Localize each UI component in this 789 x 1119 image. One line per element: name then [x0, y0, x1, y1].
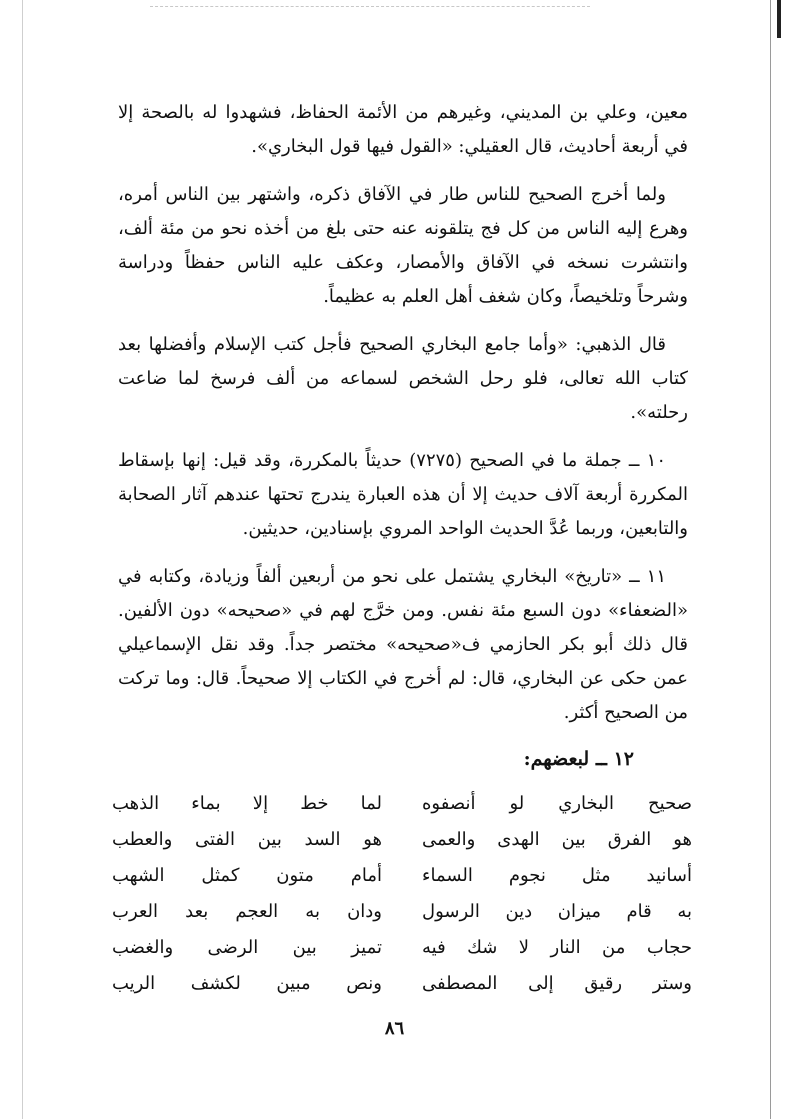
- poem-heading: ١٢ ــ لبعضهم:: [523, 748, 634, 770]
- paragraph-5: ١١ ــ «تاريخ» البخاري يشتمل على نحو من أربعين ألفاً وزيادة، وكتابه في «الضعفاء» دون السبع مئة نفس. ومن خرَّج لهم في «صحيحه» دون الألفين. قال ذلك أبو بكر الحازمي ف«صحيحه» مختصر جداً. وقد نقل الإسماعيلي عمن حكى عن البخاري، قال: لم أخرج في الكتاب إلا صحيحاً. قال: وما تركت من الصحيح أكثر.: [118, 566, 688, 723]
- body-text: [118, 96, 688, 744]
- verse-right-hemistich: حجاب من النار لا شك فيه: [422, 937, 692, 958]
- poem-verse: [112, 858, 692, 894]
- poem-verse: [112, 930, 692, 966]
- verse-left-hemistich: تميز بين الرضى والغضب: [112, 937, 382, 958]
- paragraph-1: معين، وعلي بن المديني، وغيرهم من الأئمة الحفاظ، فشهدوا له بالصحة إلا في أربعة أحاديث، قال العقيلي: «القول فيها قول البخاري».: [118, 102, 688, 157]
- verse-right-hemistich: وستر رقيق إلى المصطفى: [422, 973, 692, 994]
- paragraph-3: قال الذهبي: «وأما جامع البخاري الصحيح فأجل كتب الإسلام وأفضلها بعد كتاب الله تعالى، فلو رحل الشخص لسماعه من ألف فرسخ لما ضاعت رحلته».: [118, 334, 689, 423]
- page-number: ٨٦: [384, 1018, 405, 1039]
- poem-verse: [112, 822, 692, 858]
- poem-verse: [112, 786, 692, 822]
- scan-mark: [777, 0, 781, 38]
- paragraph-4: ١٠ ــ جملة ما في الصحيح (٧٢٧٥) حديثاً بالمكررة، وقد قيل: إنها بإسقاط المكررة أربعة آلاف حديث إلا أن هذه العبارة يندرج تحتها عندهم آثار الصحابة والتابعين، وربما عُدَّ الحديث الواحد المروي بإسنادين، حديثين.: [118, 450, 688, 539]
- scan-edge-right: [770, 0, 771, 1119]
- verse-left-hemistich: هو السد بين الفتى والعطب: [112, 829, 382, 850]
- poem-verse: [112, 966, 692, 1002]
- verse-left-hemistich: أمام متون كمثل الشهب: [112, 865, 382, 886]
- verse-right-hemistich: هو الفرق بين الهدى والعمى: [422, 829, 692, 850]
- verse-right-hemistich: أسانيد مثل نجوم السماء: [422, 865, 692, 886]
- verse-right-hemistich: به قام ميزان دين الرسول: [422, 901, 692, 922]
- verse-left-hemistich: ونص مبين لكشف الريب: [112, 973, 382, 994]
- verse-left-hemistich: لما خط إلا بماء الذهب: [112, 793, 382, 814]
- scan-edge-top: [150, 6, 590, 7]
- verse-right-hemistich: صحيح البخاري لو أنصفوه: [422, 793, 692, 814]
- verse-left-hemistich: ودان به العجم بعد العرب: [112, 901, 382, 922]
- scan-edge-left: [22, 0, 23, 1119]
- poem: [112, 786, 692, 1002]
- paragraph-2: ولما أخرج الصحيح للناس طار في الآفاق ذكره، واشتهر بين الناس أمره، وهرع إليه الناس من كل فج يتلقونه عنه حتى بلغ من أخذه نحو من مئة ألف، وانتشرت نسخه في الآفاق والأمصار، وعكف عليه الناس حفظاً ودراسة وشرحاً وتلخيصاً، وكان شغف أهل العلم به عظيماً.: [118, 184, 688, 307]
- poem-verse: [112, 894, 692, 930]
